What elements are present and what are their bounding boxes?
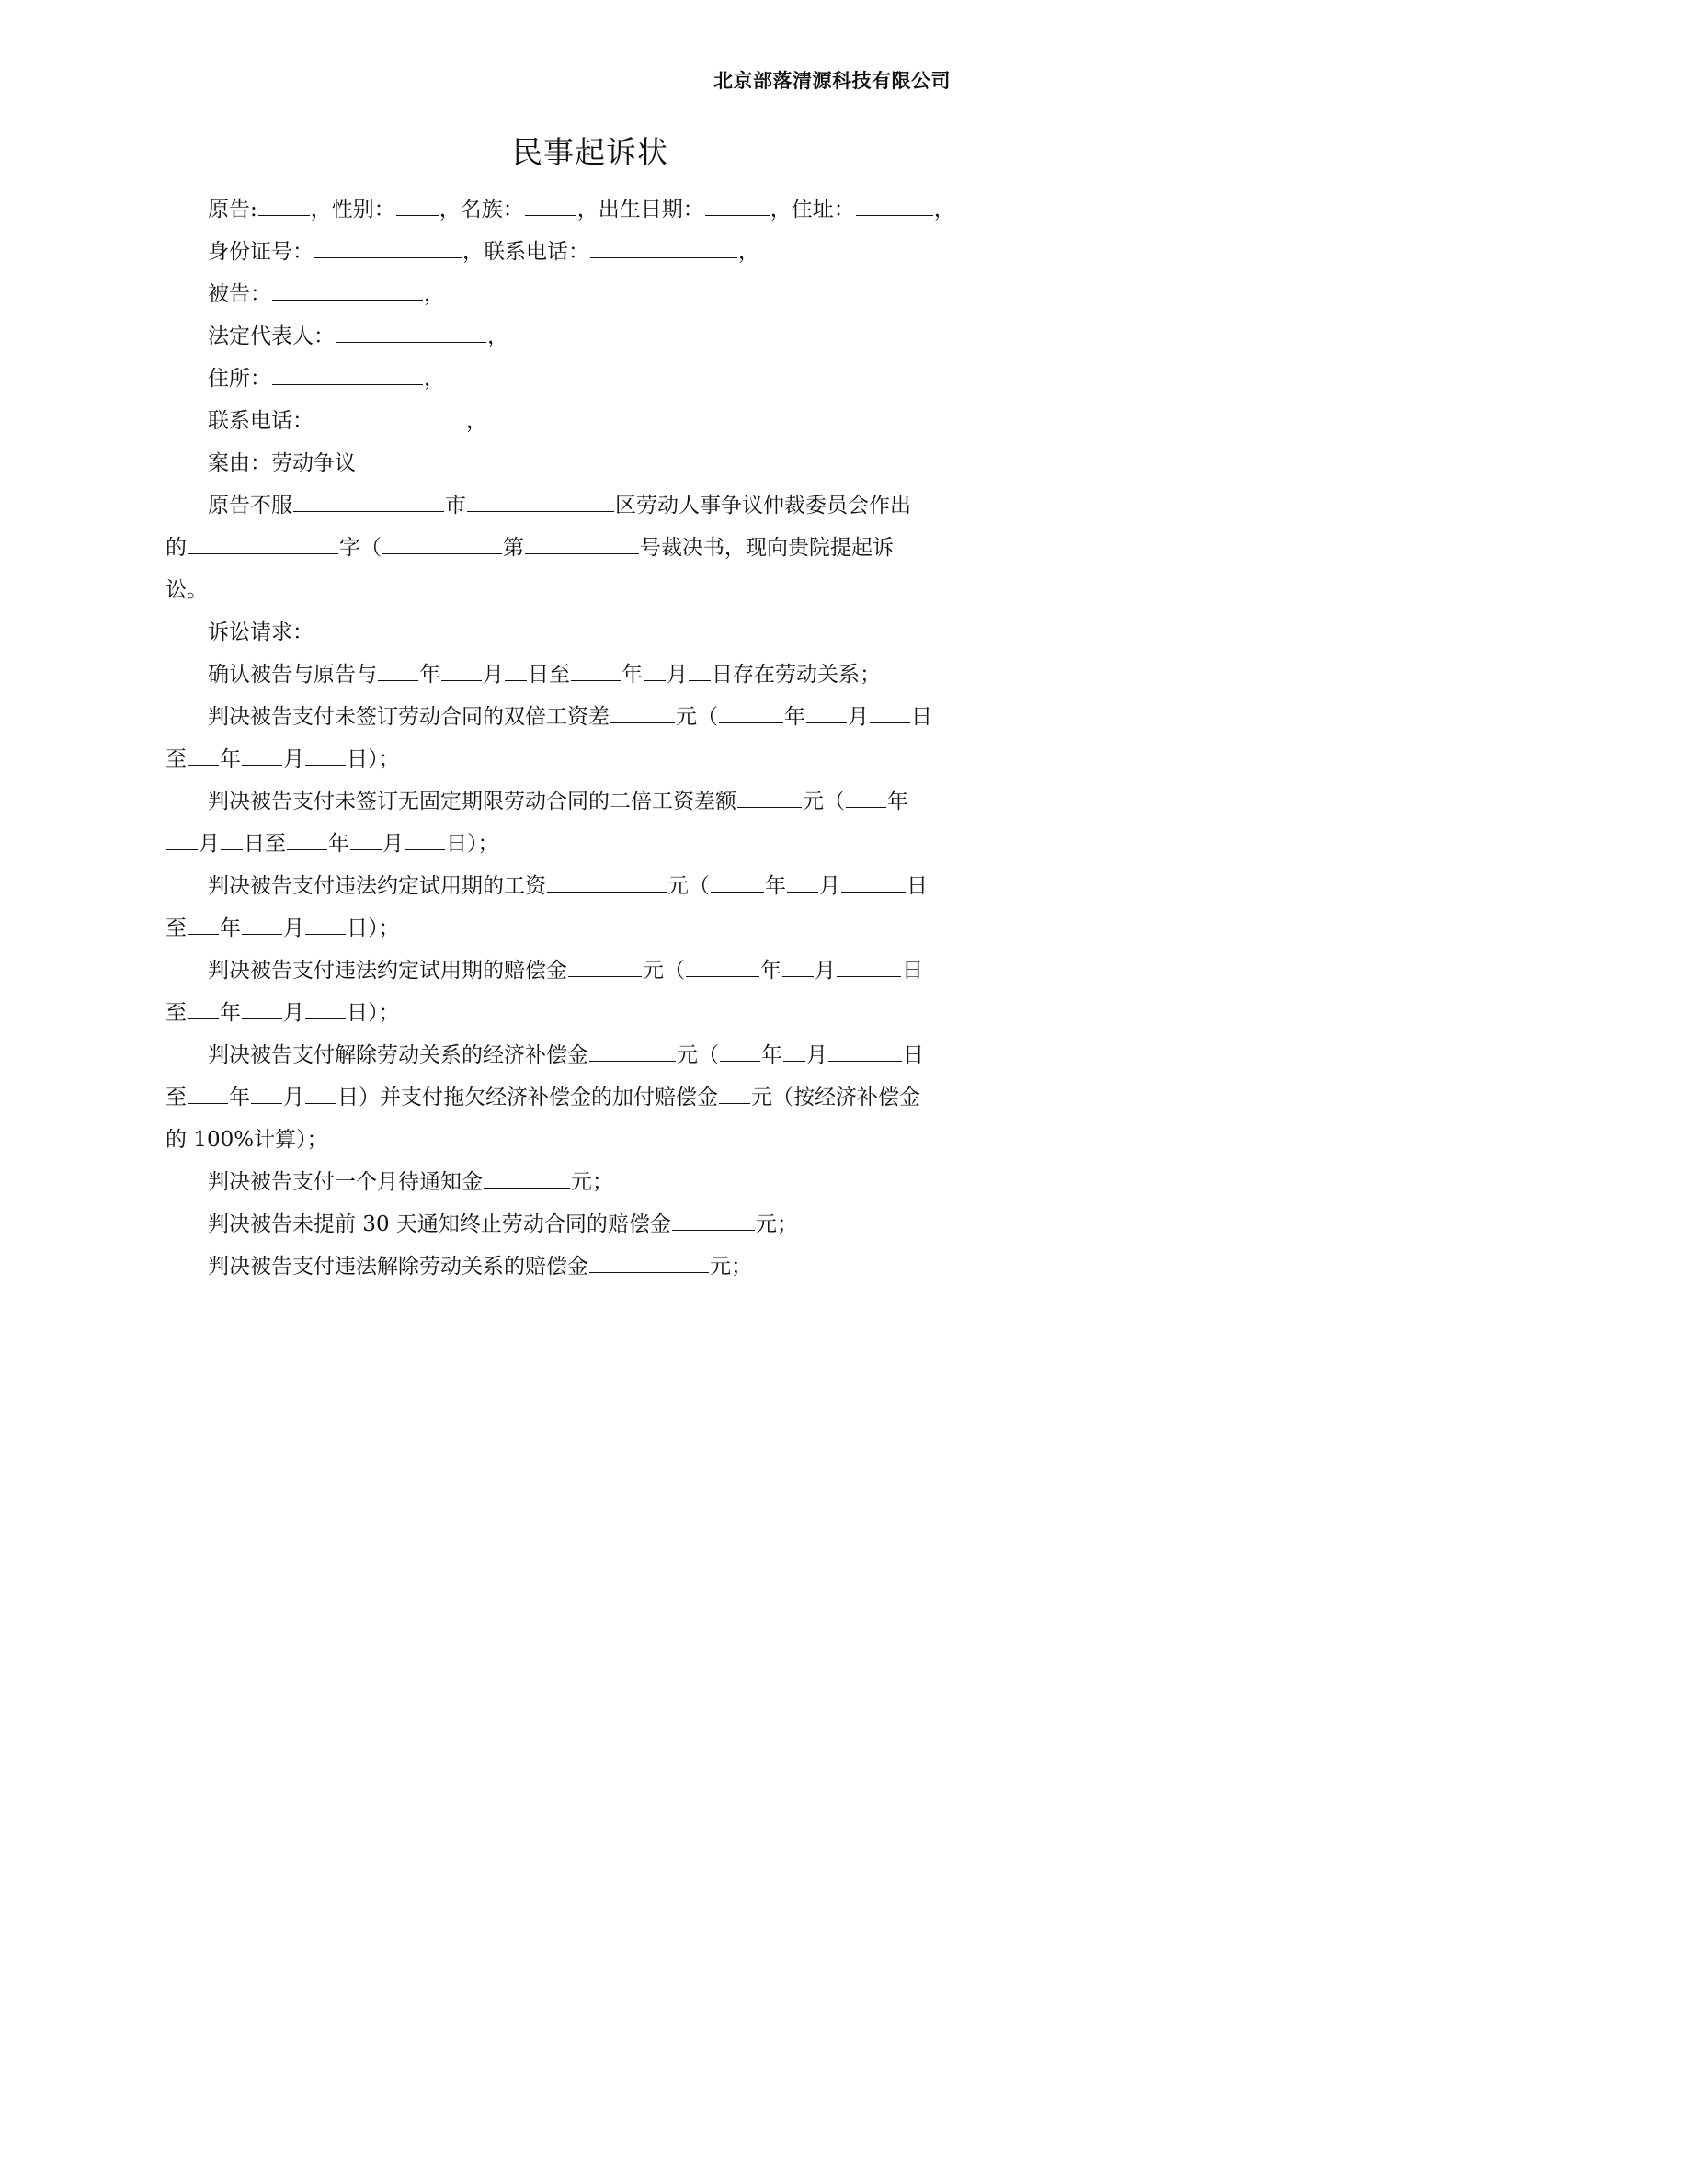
line-text: 年 (765, 874, 786, 898)
line-text: 年 (760, 959, 781, 983)
line-text: 日）； (347, 1001, 400, 1025)
line-text: 年 (220, 1001, 241, 1025)
line-text: 日 (907, 874, 928, 898)
line-text: 至 (165, 1001, 187, 1025)
line-text: 月 (382, 832, 404, 856)
fill-in-blank (841, 870, 906, 893)
document-line (165, 400, 975, 442)
line-text: ， (933, 198, 955, 222)
line-text: 月 (815, 959, 836, 983)
line-text: 日 (911, 705, 932, 729)
fill-in-blank (272, 362, 423, 385)
document-line (165, 315, 975, 358)
document-line (165, 696, 975, 738)
fill-in-blank (441, 658, 482, 681)
line-text: 原告: (208, 198, 257, 222)
fill-in-blank (589, 1039, 676, 1062)
fill-in-blank (314, 404, 465, 427)
line-text: 身份证号： (208, 240, 314, 264)
fill-in-blank (293, 489, 444, 512)
line-text: ， (466, 409, 487, 433)
fill-in-blank (272, 278, 423, 301)
fill-in-blank (505, 658, 527, 681)
fill-in-blank (568, 954, 642, 977)
line-text: 年 (229, 1086, 250, 1109)
fill-in-blank (242, 912, 282, 935)
line-text: 判决被告未提前 30 天通知终止劳动合同的赔偿金 (208, 1212, 671, 1236)
line-text: 至 (165, 747, 187, 771)
document-line (165, 1246, 975, 1288)
document-line (165, 273, 975, 315)
fill-in-blank (571, 658, 621, 681)
document-line (165, 907, 975, 950)
line-text: 年 (328, 832, 349, 856)
line-text: 元（ (677, 1043, 719, 1067)
fill-in-blank (589, 1250, 709, 1273)
document-line (165, 654, 975, 696)
fill-in-blank (720, 1039, 760, 1062)
line-text: 元（ (676, 705, 718, 729)
line-text: 元（ (667, 874, 710, 898)
line-text: 住所： (208, 367, 271, 391)
line-text: 的 (165, 536, 187, 560)
line-text: 被告： (208, 282, 271, 306)
fill-in-blank (242, 996, 282, 1019)
fill-in-blank (689, 658, 711, 681)
line-text: 法定代表人： (208, 324, 335, 348)
line-text: 案由：劳动争议 (208, 451, 356, 475)
line-text: 原告不服 (208, 494, 292, 518)
fill-in-blank (484, 1166, 570, 1189)
line-text: 元（ (803, 790, 845, 813)
fill-in-blank (547, 870, 667, 893)
fill-in-blank (188, 531, 338, 554)
document-line (165, 188, 975, 231)
document-line (165, 950, 975, 992)
line-text: 日）； (347, 747, 400, 771)
line-text: 判决被告支付解除劳动关系的经济补偿金 (208, 1043, 588, 1067)
line-text: 日 (903, 1043, 924, 1067)
line-text: 元； (571, 1170, 613, 1194)
line-text: 元（按经济补偿金 (751, 1086, 920, 1109)
fill-in-blank (467, 489, 614, 512)
document-line (165, 442, 975, 484)
line-text: ， (738, 240, 759, 264)
fill-in-blank (221, 827, 243, 850)
document-line (165, 484, 975, 527)
line-text: 第 (503, 536, 524, 560)
line-text: 年 (419, 663, 440, 687)
fill-in-blank (305, 1081, 336, 1104)
line-text: 月 (199, 832, 220, 856)
line-text: 至 (165, 1086, 187, 1109)
fill-in-blank (305, 996, 346, 1019)
line-text: 年 (784, 705, 805, 729)
line-text: 至 (165, 916, 187, 940)
line-text: 日存在劳动关系； (712, 663, 881, 687)
fill-in-blank (305, 743, 346, 766)
document-line (165, 780, 975, 823)
document-line (165, 992, 975, 1034)
document-line (165, 569, 975, 611)
line-text: 日）； (347, 916, 400, 940)
line-text: 判决被告支付违法约定试用期的工资 (208, 874, 546, 898)
line-text: 年 (887, 790, 908, 813)
line-text: 月 (283, 747, 304, 771)
line-text: 年 (220, 747, 241, 771)
line-text: 市 (445, 494, 466, 518)
line-text: 年 (220, 916, 241, 940)
document-line (165, 1076, 975, 1119)
fill-in-blank (188, 996, 219, 1019)
fill-in-blank (672, 1208, 755, 1231)
document-line (165, 231, 975, 273)
line-text: 日至 (528, 663, 570, 687)
line-text: 元； (755, 1212, 798, 1236)
fill-in-blank (719, 1081, 750, 1104)
line-text: ， (424, 367, 445, 391)
line-text: 月 (483, 663, 504, 687)
fill-in-blank (258, 193, 310, 216)
document-line (165, 865, 975, 907)
line-text: 日至 (244, 832, 286, 856)
line-text: 联系电话： (208, 409, 314, 433)
line-text: 判决被告支付违法约定试用期的赔偿金 (208, 959, 567, 983)
line-text: ，住址： (770, 198, 855, 222)
line-text: 日 (902, 959, 923, 983)
line-text: 年 (761, 1043, 782, 1067)
fill-in-blank (287, 827, 327, 850)
fill-in-blank (405, 827, 445, 850)
fill-in-blank (686, 954, 759, 977)
line-text: 日）； (446, 832, 499, 856)
line-text: 判决被告支付未签订劳动合同的双倍工资差 (208, 705, 610, 729)
line-text: 日）并支付拖欠经济补偿金的加付赔偿金 (337, 1086, 718, 1109)
fill-in-blank (644, 658, 666, 681)
fill-in-blank (188, 743, 219, 766)
line-text: 区劳动人事争议仲裁委员会作出 (615, 494, 911, 518)
line-text: 讼。 (165, 578, 208, 602)
fill-in-blank (305, 912, 346, 935)
fill-in-blank (336, 320, 486, 343)
fill-in-blank (350, 827, 382, 850)
fill-in-blank (525, 193, 576, 216)
fill-in-blank (251, 1081, 282, 1104)
document-title: 民事起诉状 (512, 134, 668, 170)
line-text: 号裁决书，现向贵院提起诉 (640, 536, 894, 560)
document-body (165, 188, 975, 1288)
fill-in-blank (828, 1039, 902, 1062)
fill-in-blank (314, 235, 462, 258)
fill-in-blank (525, 531, 639, 554)
fill-in-blank (787, 870, 818, 893)
line-text: 月 (283, 916, 304, 940)
fill-in-blank (711, 870, 764, 893)
line-text: 元（ (643, 959, 685, 983)
fill-in-blank (870, 700, 910, 723)
line-text: ，性别： (310, 198, 395, 222)
document-line (165, 1034, 975, 1076)
company-name: 北京部落清源科技有限公司 (713, 70, 951, 92)
fill-in-blank (719, 700, 783, 723)
line-text: 判决被告支付违法解除劳动关系的赔偿金 (208, 1255, 588, 1279)
document-line (165, 1203, 975, 1246)
fill-in-blank (782, 954, 814, 977)
line-text: 判决被告支付未签订无固定期限劳动合同的二倍工资差额 (208, 790, 736, 813)
line-text: ，出生日期： (576, 198, 704, 222)
fill-in-blank (242, 743, 282, 766)
fill-in-blank (188, 1081, 228, 1104)
fill-in-blank (166, 827, 198, 850)
line-text: 年 (622, 663, 643, 687)
line-text: 月 (667, 663, 688, 687)
document-line (165, 1161, 975, 1203)
line-text: 月 (283, 1086, 304, 1109)
line-text: 确认被告与原告与 (208, 663, 377, 687)
fill-in-blank (378, 658, 418, 681)
line-text: 月 (819, 874, 840, 898)
fill-in-blank (188, 912, 219, 935)
line-text: 诉讼请求： (208, 620, 314, 644)
line-text: ， (487, 324, 508, 348)
fill-in-blank (837, 954, 901, 977)
fill-in-blank (846, 785, 886, 808)
fill-in-blank (705, 193, 770, 216)
document-line (165, 1119, 975, 1161)
line-text: 月 (806, 1043, 827, 1067)
document-line (165, 358, 975, 400)
fill-in-blank (396, 193, 439, 216)
fill-in-blank (856, 193, 933, 216)
fill-in-blank (610, 700, 675, 723)
document-line (165, 738, 975, 780)
line-text: 判决被告支付一个月待通知金 (208, 1170, 483, 1194)
line-text: ， (424, 282, 445, 306)
line-text: ，联系电话： (462, 240, 589, 264)
document-line (165, 823, 975, 865)
document-line (165, 527, 975, 569)
line-text: ，名族： (439, 198, 524, 222)
fill-in-blank (382, 531, 502, 554)
line-text: 字（ (339, 536, 382, 560)
fill-in-blank (783, 1039, 805, 1062)
line-text: 元； (710, 1255, 752, 1279)
line-text: 的 100%计算）； (165, 1128, 328, 1152)
fill-in-blank (590, 235, 737, 258)
fill-in-blank (737, 785, 802, 808)
document-line (165, 611, 975, 654)
line-text: 月 (848, 705, 869, 729)
fill-in-blank (806, 700, 847, 723)
line-text: 月 (283, 1001, 304, 1025)
